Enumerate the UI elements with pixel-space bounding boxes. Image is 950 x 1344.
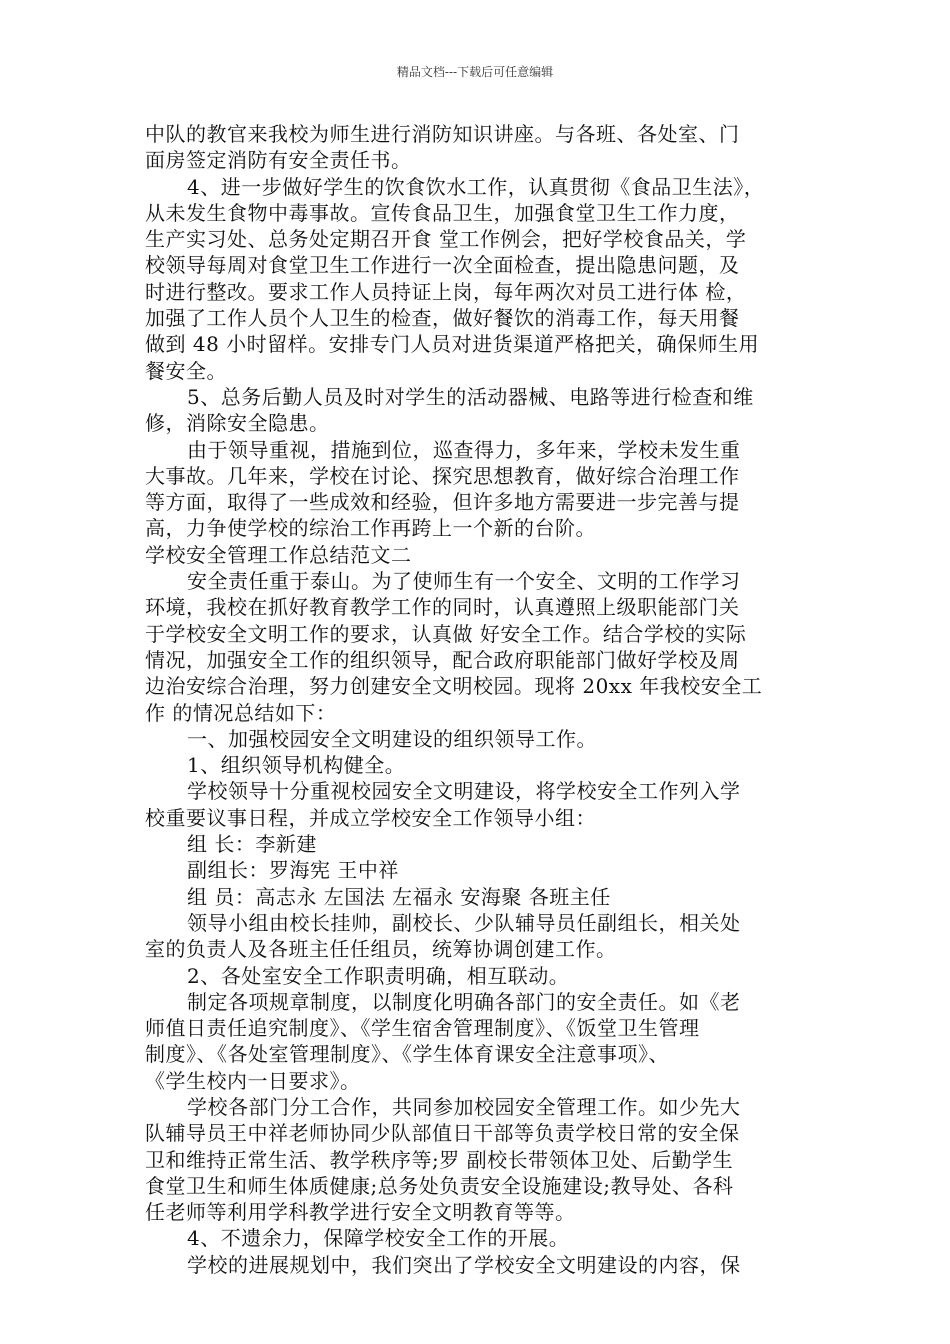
text-line: 5、总务后勤人员及时对学生的活动器械、电路等进行检查和维 (187, 384, 754, 409)
text-line: 时进行整改。要求工作人员持证上岗，每年两次对员工进行体 检， (145, 279, 747, 304)
text-line: 校领导每周对食堂卫生工作进行一次全面检查，提出隐患问题，及 (145, 253, 740, 278)
text-line: 《学生校内一日要求》。 (145, 1068, 361, 1093)
document-body (145, 121, 810, 1278)
text-line: 中队的教官来我校为师生进行消防知识讲座。与各班、各处室、门 (145, 122, 740, 146)
text-line: 餐安全。 (145, 358, 227, 383)
text-line: 加强了工作人员个人卫生的检查，做好餐饮的消毒工作，每天用餐 (145, 306, 740, 331)
text-line: 领导小组由校长挂帅，副校长、少队辅导员任副组长，相关处 (187, 910, 741, 935)
text-line: 任老师等利用学科教学进行安全文明教育等等。 (145, 1200, 576, 1225)
text-line: 作 的情况总结如下： (145, 700, 337, 725)
text-line: 师值日责任追究制度》、《学生宿舍管理制度》、《饭堂卫生管理 (145, 1016, 700, 1041)
text-line: 4、进一步做好学生的饮食饮水工作，认真贯彻《食品卫生法》， (187, 174, 765, 199)
text-line: 安全责任重于泰山。为了使师生有一个安全、文明的工作学习 (187, 569, 741, 594)
text-line: 环境，我校在抓好教育教学工作的同时，认真遵照上级职能部门关 (145, 595, 740, 620)
text-line: 学校安全管理工作总结范文二 (145, 542, 412, 567)
text-line: 情况，加强安全工作的组织领导，配合政府职能部门做好学校及周 (145, 647, 740, 672)
text-line: 面房签定消防有安全责任书。 (145, 148, 412, 173)
text-line: 等方面，取得了一些成效和经验，但许多地方需要进一步完善与提 (145, 490, 740, 515)
text-line: 1、组织领导机构健全。 (187, 753, 406, 778)
page-header: 精品文档---下载后可任意编辑 (396, 65, 554, 79)
text-line: 高，力争使学校的综治工作再跨上一个新的台阶。 (145, 516, 596, 541)
text-line: 组 员：高志永 左国法 左福永 安海聚 各班主任 (187, 884, 611, 909)
text-line: 副组长：罗海宪 王中祥 (187, 858, 399, 883)
text-line: 2、各处室安全工作职责明确，相互联动。 (187, 963, 570, 988)
text-line: 食堂卫生和师生体质健康;总务处负责安全设施建设;教导处、各科 (145, 1173, 734, 1198)
text-line: 队辅导员王中祥老师协同少队部值日干部等负责学校日常的安全保 (145, 1121, 740, 1146)
text-line: 学校的进展规划中，我们突出了学校安全文明建设的内容，保 (187, 1252, 741, 1277)
text-line: 大事故。几年来，学校在讨论、探究思想教育，做好综合治理工作 (145, 463, 740, 488)
text-line: 学校各部门分工合作，共同参加校园安全管理工作。如少先大 (187, 1094, 741, 1119)
text-line: 一、加强校园安全文明建设的组织领导工作。 (187, 726, 597, 751)
text-line: 生产实习处、总务处定期召开食 堂工作例会，把好学校食品关，学 (145, 227, 747, 252)
text-line: 校重要议事日程，并成立学校安全工作领导小组： (145, 805, 596, 830)
text-line: 由于领导重视，措施到位，巡查得力，多年来，学校未发生重 (187, 437, 741, 462)
text-line: 室的负责人及各班主任任组员，统筹协调创建工作。 (145, 937, 617, 962)
text-line: 4、不遗余力，保障学校安全工作的开展。 (187, 1226, 570, 1251)
text-line: 边治安综合治理，努力创建安全文明校园。现将 20xx 年我校安全工 (145, 674, 763, 699)
text-line: 于学校安全文明工作的要求，认真做 好安全工作。结合学校的实际 (145, 621, 747, 646)
text-line: 组 长：李新建 (187, 832, 317, 857)
text-line: 制定各项规章制度，以制度化明确各部门的安全责任。如《老 (187, 989, 741, 1014)
text-line: 做到 48 小时留样。安排专门人员对进货渠道严格把关，确保师生用 (145, 332, 760, 357)
text-line: 修，消除安全隐患。 (145, 411, 330, 436)
text-line: 从未发生食物中毒事故。宣传食品卫生，加强食堂卫生工作力度， (145, 200, 740, 225)
text-line: 制度》、《各处室管理制度》、《学生体育课安全注意事项》、 (145, 1042, 669, 1067)
text-line: 学校领导十分重视校园安全文明建设，将学校安全工作列入学 (187, 779, 741, 804)
text-line: 卫和维持正常生活、教学秩序等;罗 副校长带领体卫处、后勤学生 (145, 1147, 734, 1172)
